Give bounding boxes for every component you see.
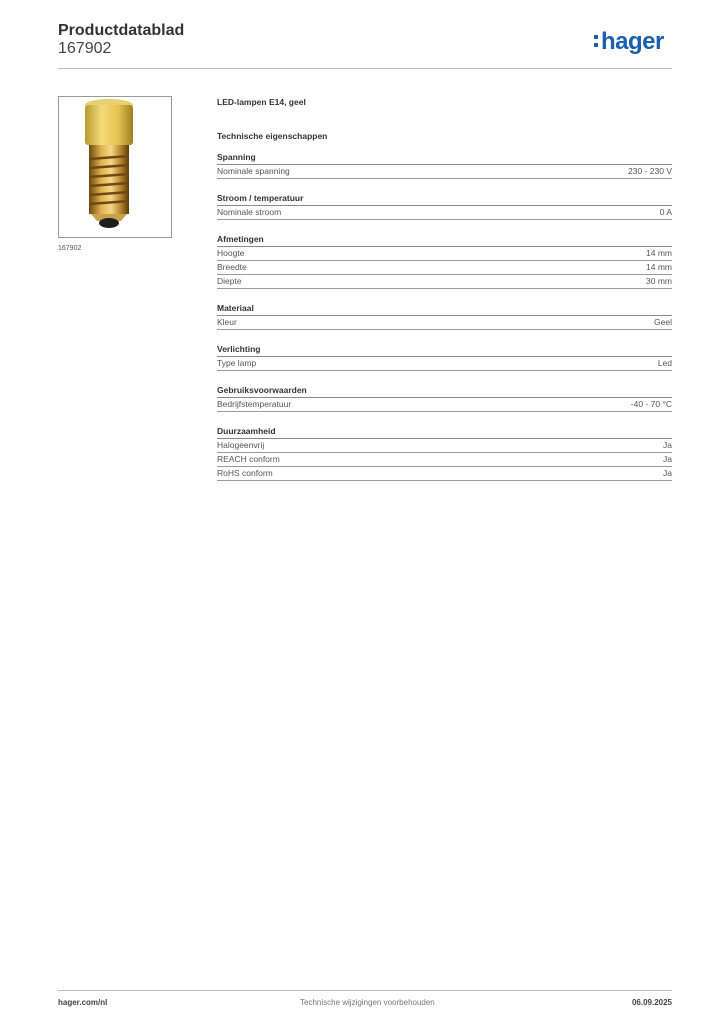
spec-value: -40 - 70 °C [630,399,672,409]
hager-logo[interactable] [594,28,664,56]
spec-group-title: Materiaal [217,303,672,316]
spec-row [217,165,672,179]
product-name: LED-lampen E14, geel [217,97,306,107]
spec-row [217,206,672,220]
spec-label: Nominale spanning [217,166,290,176]
spec-value: Ja [663,468,672,478]
spec-group-title: Gebruiksvoorwaarden [217,385,672,398]
spec-group-title: Stroom / temperatuur [217,193,672,206]
footer-website-link[interactable]: hager.com/nl [58,998,108,1007]
spec-value: Led [657,358,672,368]
spec-value: Ja [663,440,672,450]
spec-value: 14 mm [646,262,672,272]
image-caption: 167902 [58,245,82,252]
spec-group-title: Afmetingen [217,234,672,247]
spec-label: Nominale stroom [217,207,282,217]
header-divider [58,68,672,69]
spec-row [217,357,672,371]
spec-row [217,316,672,330]
spec-value: 230 - 230 V [628,166,672,176]
spec-group-title: Verlichting [217,344,672,357]
spec-label: Diepte [217,276,242,286]
spec-row [217,275,672,289]
footer-disclaimer: Technische wijzigingen voorbehouden [300,998,435,1007]
section-title: Technische eigenschappen [217,131,328,141]
spec-label: Halogeenvrij [217,440,265,450]
spec-group-title: Spanning [217,152,672,165]
footer-date: 06.09.2025 [631,998,672,1007]
footer-divider [58,990,672,991]
spec-value: Geel [654,317,672,327]
spec-row [217,439,672,453]
spec-group-afmetingen [217,234,672,289]
spec-row [217,453,672,467]
spec-group-duurzaamheid [217,426,672,481]
spec-value: Ja [663,454,672,464]
product-number: 167902 [58,40,112,57]
spec-value: 30 mm [646,276,672,286]
spec-group-materiaal [217,303,672,330]
spec-label: Breedte [217,262,247,272]
spec-group-spanning [217,152,672,179]
product-image [58,96,172,238]
spec-label: Hoogte [217,248,245,258]
spec-row [217,467,672,481]
spec-label: Bedrijfstemperatuur [217,399,292,409]
spec-group-stroom [217,193,672,220]
spec-value: 0 A [659,207,672,217]
page-title: Productdatablad [58,22,185,39]
spec-row [217,247,672,261]
logo-dots-icon [594,28,599,47]
spec-row [217,261,672,275]
spec-group-verlichting [217,344,672,371]
spec-label: RoHS conform [217,468,273,478]
spec-row [217,398,672,412]
led-lamp-icon [59,97,171,237]
spec-label: REACH conform [217,454,280,464]
spec-label: Type lamp [217,358,257,368]
logo-text: hager [601,28,664,55]
spec-group-gebruiksvoorwaarden [217,385,672,412]
spec-group-title: Duurzaamheid [217,426,672,439]
spec-label: Kleur [217,317,237,327]
specs-panel [217,96,672,481]
spec-value: 14 mm [646,248,672,258]
